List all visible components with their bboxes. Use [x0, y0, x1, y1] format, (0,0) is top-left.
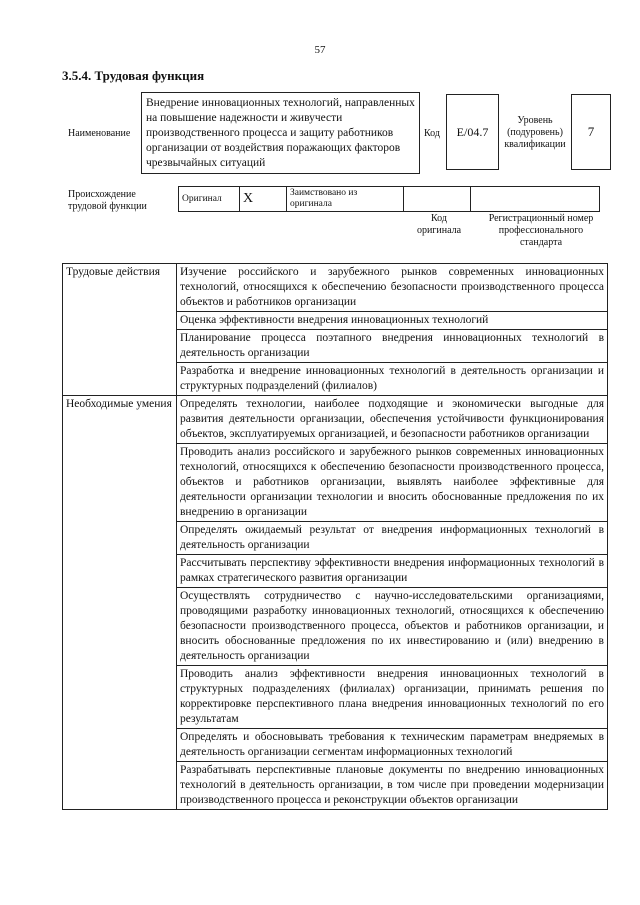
list-item: Осуществлять сотрудничество с научно-исследовательскими организациями, проводящими разработку инновационных технологий, относящихся к обеспечению безопасности производственного процесса, объектов и работников организации, и вносить обоснованные предложения по их инвестированию и (или) внедрению в деятельность организации: [177, 588, 608, 666]
original-label: Оригинал: [179, 187, 240, 212]
reg-number-cell: [471, 187, 600, 212]
section-title: 3.5.4. Трудовая функция: [62, 68, 205, 83]
list-item: Оценка эффективности внедрения инновационных технологий: [177, 312, 608, 330]
section-title-cell: Необходимые умения: [63, 396, 177, 810]
list-item: Проводить анализ эффективности внедрения инновационных технологий в структурных подразделениях (филиалах) организации, принимать решения по корректировке перспективного плана внедрения инновационных технологий по его результатам: [177, 666, 608, 729]
page-number: 57: [314, 44, 326, 56]
origin-table: [178, 186, 600, 212]
reg-number-label: Регистрационный номер профессионального стандарта: [488, 213, 594, 248]
level-label: Уровень (подуровень) квалификации: [504, 115, 566, 150]
list-item: Проводить анализ российского и зарубежного рынков современных инновационных технологий, относящихся к обеспечению безопасности производственного процесса, объектов и работников организации, выявлять наиболее эффективные для деятельности организации технологии и вносить обоснованные предложения по их внедрению в организации: [177, 444, 608, 522]
qualification-level-box: 7: [571, 94, 611, 170]
function-name-box: Внедрение инновационных технологий, направленных на повышение надежности и живучести производственного процесса и защиту работников организации от воздействия поражающих факторов чрезвычайных ситуаций: [141, 92, 420, 174]
list-item: Разработка и внедрение инновационных технологий в деятельность организации и структурных подразделений (филиалов): [177, 363, 608, 396]
table-row: [63, 396, 608, 444]
function-details-table: [62, 263, 608, 810]
list-item: Изучение российского и зарубежного рынков современных инновационных технологий, относящихся к обеспечению безопасности производственного процесса объектов и работников организации: [177, 264, 608, 312]
list-item: Определять и обосновывать требования к техническим параметрам внедряемых в деятельность организации сегментам информационных технологий: [177, 729, 608, 762]
borrowed-label: Заимствовано из оригинала: [287, 187, 404, 212]
table-row: [63, 264, 608, 312]
list-item: Рассчитывать перспективу эффективности внедрения информационных технологий в рамках стратегического развития организации: [177, 555, 608, 588]
original-mark: X: [240, 187, 287, 212]
origin-label: Происхождение трудовой функции: [68, 189, 147, 212]
list-item: Определять ожидаемый результат от внедрения информационных технологий в деятельность организации: [177, 522, 608, 555]
code-original-label: Код оригинала: [416, 213, 462, 236]
code-original-cell: [404, 187, 471, 212]
function-code-box: E/04.7: [446, 94, 499, 170]
list-item: Планирование процесса поэтапного внедрения инновационных технологий в деятельность организации: [177, 330, 608, 363]
name-label: Наименование: [68, 128, 131, 139]
list-item: Определять технологии, наиболее подходящие и экономически выгодные для развития деятельности организации, обеспечения устойчивости функционирования объектов, эксплуатируемых организацией, и безопасности работников организации: [177, 396, 608, 444]
list-item: Разрабатывать перспективные плановые документы по внедрению инновационных технологий в деятельность организации, в том числе при проведении модернизации производственного процесса и реконструкции объектов организации: [177, 762, 608, 810]
code-label: Код: [424, 128, 440, 139]
section-title-cell: Трудовые действия: [63, 264, 177, 396]
